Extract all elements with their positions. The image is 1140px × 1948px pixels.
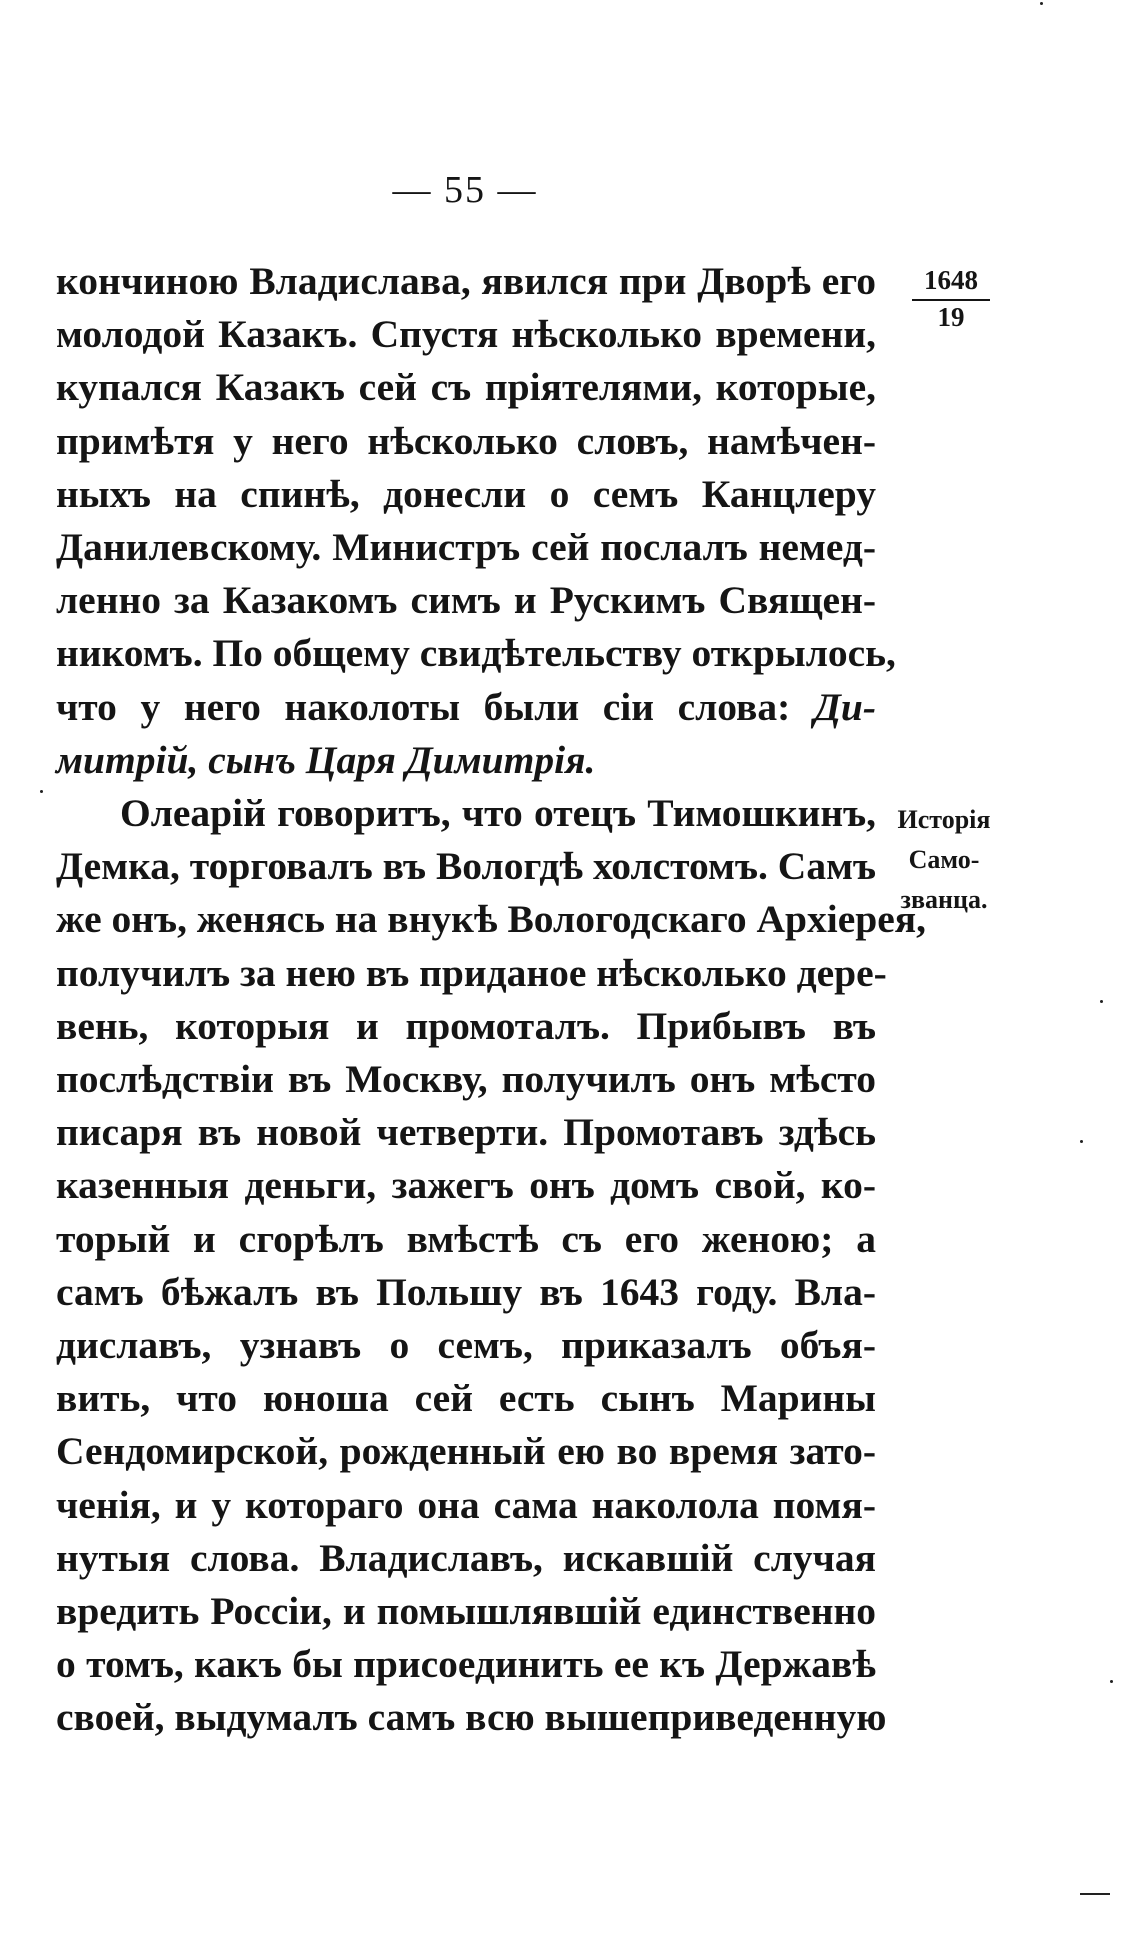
- italic-name-line: митрій, сынъ Царя Димитрія.: [56, 737, 596, 782]
- text-line-with-italic: [56, 681, 876, 734]
- text-line: молодой Казакъ. Спустя нѣсколько времени,: [56, 312, 876, 357]
- text-line: диславъ, узнавъ о семъ, приказалъ объя-: [56, 1323, 876, 1368]
- text-line: вредить Россіи, и помышлявшій единственно: [56, 1589, 876, 1634]
- margin-history-line: Исторія: [897, 805, 991, 834]
- text-line: получилъ за нею въ приданое нѣсколько дере-: [56, 950, 887, 995]
- text-line: же онъ, женясь на внукѣ Вологодскаго Архіерея,: [56, 897, 927, 942]
- text-line: ченія, и у котораго она сама наколола помя-: [56, 1482, 876, 1527]
- page-number-header: — 55 —: [392, 169, 538, 211]
- margin-year-bottom: 19: [937, 302, 965, 332]
- text-line: вить, что юноша сей есть сынъ Марины: [56, 1376, 876, 1421]
- text-line: торый и сгорѣлъ вмѣстѣ съ его женою; а: [56, 1216, 876, 1261]
- text-line-roman-part: что у него наколоты были сіи слова:: [56, 684, 791, 729]
- text-line: Данилевскому. Министръ сей послалъ немед-: [56, 525, 876, 570]
- text-line: Сендомирской, рожденный ею во время зато-: [56, 1429, 876, 1474]
- text-line: казенныя деньги, зажегъ онъ домъ свой, ко-: [56, 1163, 876, 1208]
- scan-speck: [1100, 1000, 1103, 1003]
- body-text: [56, 255, 927, 1745]
- text-line: самъ бѣжалъ въ Польшу въ 1643 году. Вла-: [56, 1269, 876, 1314]
- text-line: о томъ, какъ бы присоединить ее къ Державѣ: [56, 1642, 876, 1687]
- text-line: ленно за Казакомъ симъ и Рускимъ Священ-: [56, 578, 876, 623]
- margin-year-top: 1648: [912, 262, 990, 301]
- scan-speck: [1040, 2, 1043, 5]
- text-line: Демка, торговалъ въ Вологдѣ холстомъ. Самъ: [56, 844, 876, 889]
- text-line: купался Казакъ сей съ пріятелями, которые,: [56, 365, 876, 410]
- scan-speck: [1080, 1140, 1083, 1143]
- margin-history-line: Само-: [908, 845, 980, 874]
- text-line: Олеарій говоритъ, что отецъ Тимошкинъ,: [120, 791, 876, 836]
- text-line: писаря въ новой четверти. Промотавъ здѣсь: [56, 1110, 876, 1155]
- margin-year-note: [912, 262, 990, 333]
- margin-history-line: званца.: [900, 885, 988, 914]
- scan-edge-mark: [1080, 1893, 1110, 1895]
- text-line: своей, выдумалъ самъ всю вышеприведенную: [56, 1695, 887, 1740]
- text-line: послѣдствіи въ Москву, получилъ онъ мѣсто: [56, 1057, 876, 1102]
- text-line: кончиною Владислава, явился при Дворѣ его: [56, 259, 876, 303]
- text-line: примѣтя у него нѣсколько словъ, намѣчен-: [56, 418, 876, 463]
- italic-name-start: Ди-: [813, 684, 876, 729]
- text-line: нутыя слова. Владиславъ, искавшій случая: [56, 1535, 876, 1580]
- text-line: вень, которыя и промоталъ. Прибывъ въ: [56, 1003, 876, 1048]
- text-line: никомъ. По общему свидѣтельству открылось,: [56, 631, 896, 676]
- scan-speck: [1110, 1680, 1113, 1683]
- text-line: ныхъ на спинѣ, донесли о семъ Канцлеру: [56, 471, 876, 516]
- scan-speck: [40, 790, 43, 793]
